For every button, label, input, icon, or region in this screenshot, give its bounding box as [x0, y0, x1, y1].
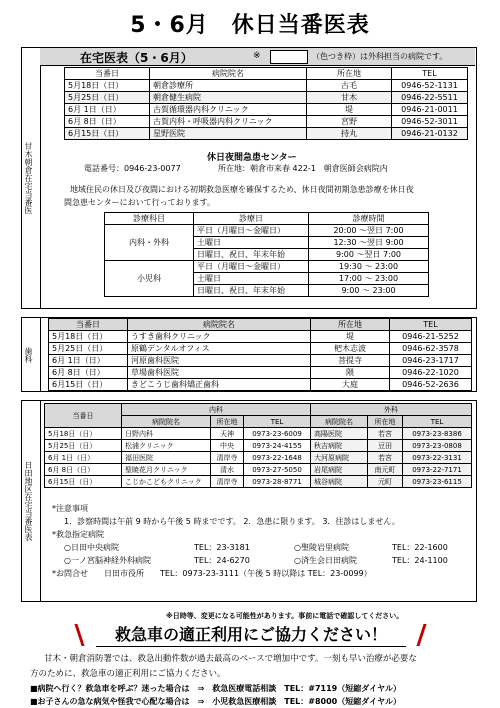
duty-date: 5月18日（日） — [49, 331, 128, 343]
service-time: 12:30 〜翌日 9:00 — [309, 237, 429, 249]
surgery-hospital: 高陽医院 — [311, 428, 368, 440]
service-time: 9:00 〜 23:00 — [309, 285, 429, 297]
service-time: 9:00 〜翌日 7:00 — [309, 249, 429, 261]
duty-date: 6月15日（日） — [45, 476, 122, 488]
banner-title: 救急車の適正利用にご協力ください！ — [96, 624, 406, 647]
hita-side-label: 日田地区在宅当番医表 — [22, 401, 41, 601]
hita-section — [21, 400, 477, 602]
hita-sub-eloc: 所在地 — [368, 416, 403, 428]
clinic-name: うすき歯科クリニック — [128, 331, 311, 343]
internal-tel: 0973-27-5050 — [244, 464, 311, 476]
duty-date: 6月 1日（日） — [65, 104, 150, 116]
col-date: 当番日 — [65, 68, 150, 80]
duty-date: 6月 1日（日） — [49, 355, 128, 367]
duty-date: 6月 8日（日） — [49, 367, 128, 379]
consult-line-2: ■お子さんの急な病気や怪我で心配な場合は ⇒ 小児救急医療相談 TEL：#8000（短縮ダイヤル） — [30, 697, 402, 706]
night-center-phone: 電話番号：0946-23-0077 — [84, 164, 181, 173]
clinic-tel: 0946-22-1020 — [390, 367, 472, 379]
table-row — [49, 367, 472, 379]
hita-col-date: 当番日 — [45, 404, 122, 428]
night-center-title: 休日夜間急患センター — [207, 153, 297, 163]
internal-tel: 0973-23-6009 — [244, 428, 311, 440]
internal-hospital: 日野内科 — [122, 428, 211, 440]
hospital-location: 宮野 — [307, 116, 392, 128]
dental-col-name: 病院院名 — [128, 319, 311, 331]
table-row — [65, 80, 468, 92]
banner-body-2: 方のために、救急車の適正利用にご協力ください。 — [30, 669, 226, 679]
service-day: 平日（月曜日〜金曜日） — [194, 225, 309, 237]
clinic-location: 隈 — [311, 367, 390, 379]
internal-hospital: 福田医院 — [122, 452, 211, 464]
hita-sub-iloc: 所在地 — [211, 416, 244, 428]
service-day: 土曜日 — [194, 273, 309, 285]
col-tel: TEL — [392, 68, 468, 80]
table-row — [45, 440, 472, 452]
page-title: 5・6月 休日当番医表 — [130, 13, 370, 38]
clinic-location: 大庭 — [311, 379, 390, 391]
surgery-hospital: 城谷病院 — [311, 476, 368, 488]
internal-hospital: 聖暁花月クリニック — [122, 464, 211, 476]
emerg-hospital-2: ○聖陵岩里病院 — [294, 543, 349, 552]
duty-date: 6月 8日（日） — [65, 116, 150, 128]
internal-location: 清岸寺 — [211, 452, 244, 464]
legend-note: （色つき枠）は外科担当の病院です。 — [312, 52, 448, 61]
service-day: 日曜日、祝日、年末年始 — [194, 249, 309, 261]
night-center-address: 所在地：朝倉市来春 422-1 朝倉医師会病院内 — [218, 164, 388, 173]
home-side-label: 甘木朝倉在宅当番医 — [22, 48, 41, 308]
department: 内科・外科 — [105, 225, 194, 261]
home-section-header — [40, 48, 475, 66]
duty-date: 6月15日（日） — [65, 128, 150, 140]
banner-slash-right — [416, 624, 426, 646]
table-row — [105, 225, 429, 237]
surgery-location: 若宮 — [368, 428, 403, 440]
emerg-tel-3: TEL：24-6270 — [194, 556, 250, 565]
dental-col-tel: TEL — [390, 319, 472, 331]
table-row — [105, 261, 429, 273]
service-day: 日曜日、祝日、年末年始 — [194, 285, 309, 297]
duty-date: 5月25日（日） — [65, 92, 150, 104]
hita-note-1: 1．診察時間は午前 9 時から午後 5 時までです。 2．急患に限ります。 3．往診はしません。 — [64, 517, 400, 526]
emerg-hospital-3: ○一ノ宮脳神経外科病院 — [64, 556, 151, 565]
hospital-tel: 0946-21-0011 — [392, 104, 468, 116]
clinic-location: 杷木志波 — [311, 343, 390, 355]
surgery-hospital: 秋吉病院 — [311, 440, 368, 452]
duty-date: 5月18日（日） — [45, 428, 122, 440]
surgery-location: 若宮 — [368, 452, 403, 464]
table-row — [65, 128, 468, 140]
night-center-desc-1: 地域住民の休日及び夜間における初期救急医療を確保するため、休日夜間初期急患診療を休日夜 — [70, 185, 414, 194]
hita-table — [44, 403, 472, 488]
table-row — [45, 476, 472, 488]
clinic-name: 河原歯科医院 — [128, 355, 311, 367]
clinic-location: 菩提寺 — [311, 355, 390, 367]
hospital-location: 古毛 — [307, 80, 392, 92]
hita-sub-iname: 病院院名 — [122, 416, 211, 428]
home-duty-section — [21, 47, 477, 309]
hospital-tel: 0946-22-5511 — [392, 92, 468, 104]
table-row — [45, 428, 472, 440]
hita-external-header: 外科 — [311, 404, 472, 416]
service-day: 平日（月曜日〜金曜日） — [194, 261, 309, 273]
emerg-tel-4: TEL：24-1100 — [392, 556, 448, 565]
night-hours-table — [104, 212, 429, 297]
surgery-location: 元町 — [368, 476, 403, 488]
table-row — [49, 343, 472, 355]
table-row — [65, 92, 468, 104]
hospital-location: 持丸 — [307, 128, 392, 140]
internal-location: 中央 — [211, 440, 244, 452]
hospital-name: 星野医院 — [150, 128, 307, 140]
duty-date: 6月 1日（日） — [45, 452, 122, 464]
surgery-hospital: 岩尾病院 — [311, 464, 368, 476]
clinic-name: きどこうじ歯科矯正歯科 — [128, 379, 311, 391]
duty-date: 5月25日（日） — [49, 343, 128, 355]
legend-swatch — [270, 50, 308, 64]
home-duty-table — [64, 67, 468, 140]
hospital-tel: 0946-52-3011 — [392, 116, 468, 128]
clinic-tel: 0946-23-1717 — [390, 355, 472, 367]
hospital-name: 古賀循環器内科クリニック — [150, 104, 307, 116]
hospital-location: 堤 — [307, 104, 392, 116]
table-row — [49, 355, 472, 367]
internal-location: 清岸寺 — [211, 476, 244, 488]
hours-col-dept: 診療科目 — [105, 213, 194, 225]
surgery-location: 南元町 — [368, 464, 403, 476]
footnote: ※日時等、変更になる可能性があります。事前に電話で確認してください。 — [166, 612, 404, 620]
hours-col-time: 診療時間 — [309, 213, 429, 225]
department: 小児科 — [105, 261, 194, 297]
hospital-name: 朝倉診療所 — [150, 80, 307, 92]
home-section-title: 在宅医表（5・6月） — [80, 51, 193, 65]
table-row — [45, 452, 472, 464]
surgery-tel: 0973-23-0808 — [403, 440, 472, 452]
legend-mark: ※ — [253, 51, 261, 61]
internal-location: 天神 — [211, 428, 244, 440]
surgery-tel: 0973-22-7171 — [403, 464, 472, 476]
table-row — [65, 116, 468, 128]
banner-body-1: 甘木・朝倉消防署では、救急出動件数が過去最高のペースで増加中です。一刻も早い治療が必要な — [44, 654, 417, 664]
hospital-tel: 0946-21-0132 — [392, 128, 468, 140]
clinic-tel: 0946-62-3578 — [390, 343, 472, 355]
table-row — [49, 331, 472, 343]
dental-side-label: 歯科 — [22, 318, 41, 391]
hita-contact: *お問合せ 日田市役所 TEL：0973-23-3111（午後 5 時以降は TEL：23-0099） — [52, 569, 372, 578]
service-day: 土曜日 — [194, 237, 309, 249]
banner-slash-left — [74, 624, 84, 646]
consult-line-1: ■病院へ行く？救急車を呼ぶ？迷った場合は ⇒ 救急医療電話相談 TEL：#7119（短縮ダイヤル） — [30, 684, 402, 693]
service-time: 17:00 〜 23:00 — [309, 273, 429, 285]
hours-col-day: 診療日 — [194, 213, 309, 225]
clinic-location: 堤 — [311, 331, 390, 343]
hita-sub-itel: TEL — [244, 416, 311, 428]
service-time: 20:00 〜翌日 7:00 — [309, 225, 429, 237]
service-time: 19:30 〜 23:00 — [309, 261, 429, 273]
hospital-location: 甘木 — [307, 92, 392, 104]
emerg-tel-2: TEL：22-1600 — [392, 543, 448, 552]
hita-emerg-title: *救急指定病院 — [52, 530, 104, 539]
hita-emerg-row-2 — [64, 555, 474, 566]
surgery-location: 豆田 — [368, 440, 403, 452]
hita-notes-title: *注意事項 — [52, 504, 88, 513]
hita-sub-etel: TEL — [403, 416, 472, 428]
hospital-name: 朝倉健生病院 — [150, 92, 307, 104]
dental-section — [21, 317, 477, 392]
hita-sub-ename: 病院院名 — [311, 416, 368, 428]
table-row — [49, 379, 472, 391]
dental-table — [48, 318, 472, 391]
internal-location: 清水 — [211, 464, 244, 476]
col-name: 病院院名 — [150, 68, 307, 80]
hita-emerg-row-1 — [64, 542, 474, 553]
duty-date: 6月 8日（日） — [45, 464, 122, 476]
emerg-hospital-4: ○済生会日田病院 — [294, 556, 357, 565]
clinic-tel: 0946-52-2636 — [390, 379, 472, 391]
surgery-tel: 0973-23-6115 — [403, 476, 472, 488]
table-row — [65, 104, 468, 116]
internal-hospital: こじかこどもクリニック — [122, 476, 211, 488]
internal-tel: 0973-24-4155 — [244, 440, 311, 452]
duty-date: 5月25日（日） — [45, 440, 122, 452]
hita-internal-header: 内科 — [122, 404, 311, 416]
dental-col-date: 当番日 — [49, 319, 128, 331]
duty-date: 5月18日（日） — [65, 80, 150, 92]
internal-tel: 0973-28-8771 — [244, 476, 311, 488]
dental-col-loc: 所在地 — [311, 319, 390, 331]
clinic-tel: 0946-21-5252 — [390, 331, 472, 343]
surgery-tel: 0973-23-8386 — [403, 428, 472, 440]
surgery-tel: 0973-22-3131 — [403, 452, 472, 464]
surgery-hospital: 大河原病院 — [311, 452, 368, 464]
internal-hospital: 松浦クリニック — [122, 440, 211, 452]
clinic-name: 原鶴デンタルオフィス — [128, 343, 311, 355]
col-loc: 所在地 — [307, 68, 392, 80]
table-row — [45, 464, 472, 476]
hospital-name: 古賀内科・呼吸器内科クリニック — [150, 116, 307, 128]
emerg-tel-1: TEL：23-3181 — [194, 543, 250, 552]
internal-tel: 0973-22-1648 — [244, 452, 311, 464]
clinic-name: 草場歯科医院 — [128, 367, 311, 379]
hospital-tel: 0946-52-1131 — [392, 80, 468, 92]
night-center-desc-2: 間急患センターにおいて行っております。 — [64, 198, 216, 207]
duty-date: 6月15日（日） — [49, 379, 128, 391]
emerg-hospital-1: ○日田中央病院 — [64, 543, 119, 552]
